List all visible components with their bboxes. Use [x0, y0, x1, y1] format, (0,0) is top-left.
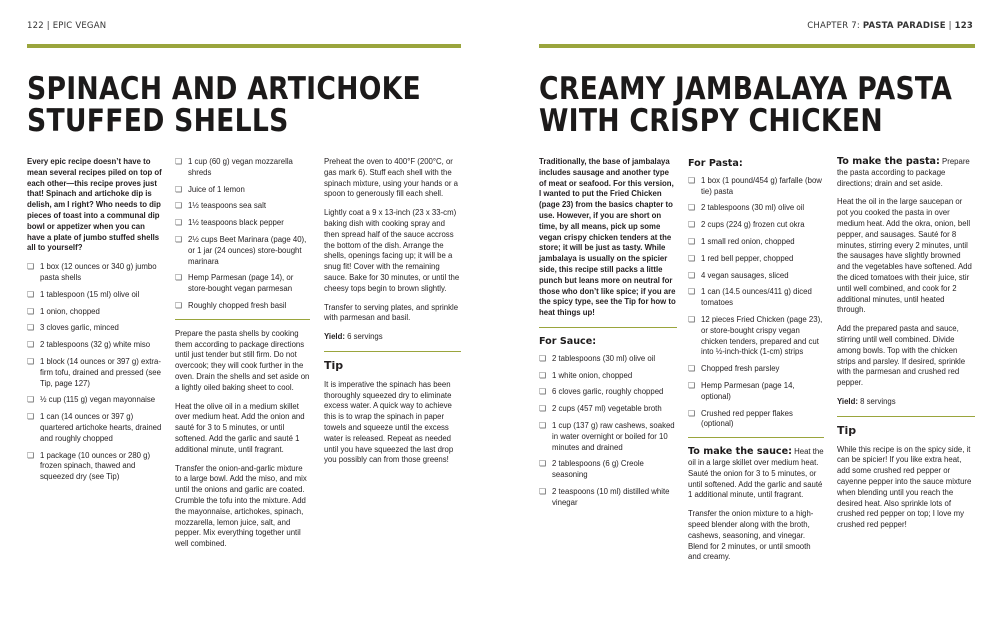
ingredient-item: [688, 409, 824, 431]
yield-label: Yield:: [324, 332, 345, 342]
divider: [688, 437, 824, 438]
checkbox-icon: ❏: [27, 412, 35, 422]
ingredient-item: [175, 157, 310, 179]
left-ingredients-2: [175, 157, 310, 312]
left-column-3: [324, 157, 461, 474]
checkbox-icon: ❏: [539, 370, 547, 380]
step-paragraph: Prepare the pasta shells by cooking them according to package directions until just tender but still firm. Do not overcook; they will cook further in the oven. Drain the shells and set aside on a lightly oiled baking sheet to cool.: [175, 328, 310, 392]
yield-label: Yield:: [837, 396, 858, 406]
ingredient-item: [175, 218, 310, 229]
title-line: WITH CRISPY CHICKEN: [539, 103, 883, 139]
chapter-label: CHAPTER 7:: [807, 21, 860, 31]
ingredient-text: 1 cup (60 g) vegan mozzarella shreds: [188, 157, 293, 177]
right-column-2: [688, 157, 824, 571]
checkbox-icon: ❏: [175, 201, 183, 211]
ingredient-text: 1½ teaspoons black pepper: [188, 218, 284, 228]
ingredient-text: 6 cloves garlic, roughly chopped: [552, 387, 664, 397]
step-paragraph: Lightly coat a 9 x 13-inch (23 x 33-cm) baking dish with cooking spray and then spread half of the sauce accross the bottom of the dish. Arrange the shells, openings facing up; it will be a snug fit! Cover with the remaining sauce. Bake for 30 minutes, or until the cheesy tops begin to brown slightly.: [324, 208, 460, 293]
checkbox-icon: ❏: [688, 270, 696, 280]
left-column-1: [27, 157, 164, 489]
ingredient-text: 2 tablespoons (30 ml) olive oil: [701, 203, 805, 213]
checkbox-icon: ❏: [688, 253, 696, 263]
ingredient-text: 4 vegan sausages, sliced: [701, 270, 789, 280]
ingredient-item: [27, 395, 164, 406]
ingredient-text: Crushed red pepper flakes (optional): [701, 408, 793, 429]
pasta-step-1: [837, 157, 975, 189]
left-header-rule: [27, 44, 461, 48]
title-line: STUFFED SHELLS: [27, 103, 289, 139]
ingredient-item: [27, 412, 164, 444]
pasta-step-3: Add the prepared pasta and sauce, stirring until well combined. Divide among bowls. Top with the chicken strips and parsley. If desired, sprinkle with the parmesan and crushed red pepper.: [837, 324, 966, 388]
checkbox-icon: ❏: [688, 380, 696, 390]
pasta-heading: For Pasta:: [688, 158, 743, 169]
step-paragraph: Heat the olive oil in a medium skillet over medium heat. Add the onion and sauté for 3 to 5 minutes, or until softened. Add the garlic and sauté 1 additional minute, until fragrant.: [175, 401, 305, 454]
checkbox-icon: ❏: [175, 157, 183, 166]
ingredient-item: [175, 273, 310, 295]
ingredient-item: [27, 451, 164, 483]
ingredient-text: 2 tablespoons (32 g) white miso: [40, 340, 151, 350]
left-tip-text: It is imperative the spinach has been thoroughly squeezed dry to eliminate excess water. A quick way to achieve this is to wrap the spinach in paper towels and squeeze until the excess water is released. Repeat as needed until you have squeezed the last drop you possibly can from those greens!: [324, 379, 454, 465]
checkbox-icon: ❏: [539, 387, 547, 397]
ingredient-text: 1½ teaspoons sea salt: [188, 201, 267, 211]
pasta-ingredients: [688, 176, 824, 430]
ingredient-item: [539, 371, 677, 382]
checkbox-icon: ❏: [27, 395, 35, 405]
left-page-header: 122 | EPIC VEGAN: [27, 21, 107, 31]
ingredient-text: 1 small red onion, chopped: [701, 236, 795, 246]
ingredient-item: [175, 301, 310, 312]
ingredient-item: [539, 487, 677, 509]
book-title: EPIC VEGAN: [52, 21, 107, 31]
checkbox-icon: ❏: [688, 364, 696, 374]
ingredient-item: [539, 354, 677, 365]
ingredient-text: 2 cups (224 g) frozen cut okra: [701, 220, 805, 230]
ingredient-text: Hemp Parmesan (page 14), or store-bought vegan parmesan: [188, 273, 294, 294]
ingredient-text: 2½ cups Beet Marinara (page 40), or 1 jar (24 ounces) store-bought marinara: [188, 234, 307, 266]
checkbox-icon: ❏: [688, 220, 696, 230]
step-paragraph: Preheat the oven to 400°F (200°C, or gas mark 6). Stuff each shell with the spinach mixture, using your hands or a spoon to generously fill each shell.: [324, 157, 458, 199]
checkbox-icon: ❏: [175, 184, 183, 194]
ingredient-text: Juice of 1 lemon: [188, 184, 245, 194]
yield-value: 6 servings: [347, 332, 383, 342]
ingredient-text: 1 tablespoon (15 ml) olive oil: [40, 289, 140, 299]
ingredient-text: 1 box (1 pound/454 g) farfalle (bow tie) pasta: [701, 175, 822, 196]
ingredient-item: [27, 323, 164, 334]
checkbox-icon: ❏: [688, 203, 696, 213]
checkbox-icon: ❏: [27, 340, 35, 350]
ingredient-item: [539, 459, 677, 481]
ingredient-item: [175, 201, 310, 212]
left-tip-heading: Tip: [324, 358, 344, 372]
right-column-1: [539, 157, 677, 515]
checkbox-icon: ❏: [688, 314, 696, 324]
ingredient-item: [27, 290, 164, 301]
ingredient-text: 1 box (12 ounces or 340 g) jumbo pasta shells: [40, 262, 157, 282]
ingredient-item: [688, 364, 824, 375]
ingredient-item: [27, 357, 164, 389]
divider: [324, 351, 461, 352]
checkbox-icon: ❏: [539, 459, 547, 469]
checkbox-icon: ❏: [688, 408, 696, 418]
right-header-rule: [539, 44, 975, 48]
ingredient-item: [688, 381, 824, 403]
divider: [539, 327, 677, 328]
ingredient-text: 2 tablespoons (6 g) Creole seasoning: [552, 459, 644, 480]
step-paragraph: Transfer the onion-and-garlic mixture to a large bowl. Add the miso, and mix until the onions and garlic are coated. Crumble the tofu into the mixture. Add the mayonnaise, artichokes, spinach, mozzarella, lemon juice, salt, and pepper. Mix everything together until well combined.: [175, 463, 307, 549]
checkbox-icon: ❏: [175, 218, 183, 228]
ingredient-item: [688, 254, 824, 265]
left-intro: Every epic recipe doesn’t have to mean several recipes piled on top of each other—this recipe proves just that! Spinach and artichoke dip is delish, am I right? Who needs to dip pieces of toast into a communal dip bowl or appetizer when you can have a plate of jumbo stuffed shells all to yourself?: [27, 157, 162, 253]
checkbox-icon: ❏: [27, 323, 35, 333]
sauce-ingredients: [539, 354, 677, 509]
divider: [837, 416, 975, 417]
step-text: Prepare the pasta according to package directions; drain and set aside.: [837, 157, 970, 188]
ingredient-text: 12 pieces Fried Chicken (page 23), or store-bought crispy vegan chicken tenders, prepared and cut into ½-inch-thick (1-cm) strips: [701, 314, 823, 357]
sauce-step-2: Transfer the onion mixture to a high-speed blender along with the broth, cashews, seasoning, and vinegar. Blend for 2 minutes, or until smooth and creamy.: [688, 509, 814, 562]
checkbox-icon: ❏: [539, 420, 547, 430]
checkbox-icon: ❏: [27, 262, 35, 272]
ingredient-text: 1 red bell pepper, chopped: [701, 253, 794, 263]
checkbox-icon: ❏: [27, 306, 35, 316]
right-tip-heading: Tip: [837, 423, 857, 437]
ingredient-text: 1 onion, chopped: [40, 306, 100, 316]
chapter-name: PASTA PARADISE: [862, 21, 946, 31]
sauce-step-heading: To make the sauce:: [688, 446, 792, 458]
right-page-header: CHAPTER 7: PASTA PARADISE | 123: [807, 21, 973, 31]
ingredient-text: 1 can (14 ounces or 397 g) quartered artichoke hearts, drained and roughly chopped: [40, 412, 162, 443]
ingredient-item: [688, 271, 824, 282]
right-recipe-title: [539, 73, 952, 137]
left-column-2: [175, 157, 310, 558]
divider: [175, 319, 310, 320]
ingredient-text: 1 cup (137 g) raw cashews, soaked in water overnight or boiled for 10 minutes and drained: [552, 420, 675, 452]
checkbox-icon: ❏: [539, 353, 547, 363]
ingredient-text: 2 tablespoons (30 ml) olive oil: [552, 353, 656, 363]
left-ingredients-1: [27, 262, 164, 483]
ingredient-item: [539, 387, 677, 398]
left-page-number: 122: [27, 21, 44, 31]
right-column-3: [837, 157, 975, 539]
ingredient-item: [688, 237, 824, 248]
ingredient-item: [27, 340, 164, 351]
ingredient-item: [688, 203, 824, 214]
left-recipe-title: [27, 73, 421, 137]
checkbox-icon: ❏: [27, 450, 35, 460]
sauce-step-1: [688, 447, 824, 501]
left-yield: [324, 332, 461, 343]
ingredient-item: [539, 421, 677, 453]
sauce-heading: For Sauce:: [539, 335, 597, 347]
checkbox-icon: ❏: [539, 404, 547, 414]
right-yield: [837, 397, 975, 408]
ingredient-item: [175, 185, 310, 196]
step-text: Heat the oil in a large skillet over medium heat. Sauté the onion for 3 to 5 minutes, or until softened. Add the garlic and sauté 1 additional minute, until fragrant.: [688, 447, 824, 500]
checkbox-icon: ❏: [688, 175, 696, 185]
ingredient-text: ½ cup (115 g) vegan mayonnaise: [40, 395, 156, 405]
step-paragraph: Transfer to serving plates, and sprinkle with parmesan and basil.: [324, 302, 459, 323]
ingredient-item: [688, 220, 824, 231]
ingredient-item: [688, 287, 824, 309]
checkbox-icon: ❏: [688, 236, 696, 246]
checkbox-icon: ❏: [175, 234, 183, 244]
ingredient-text: 3 cloves garlic, minced: [40, 323, 119, 333]
checkbox-icon: ❏: [539, 486, 547, 496]
ingredient-text: 1 block (14 ounces or 397 g) extra-firm tofu, drained and pressed (see Tip, page 127): [40, 356, 161, 388]
ingredient-item: [27, 307, 164, 318]
ingredient-text: 1 package (10 ounces or 280 g) frozen spinach, thawed and squeezed dry (see Tip): [40, 450, 151, 482]
ingredient-text: 1 white onion, chopped: [552, 370, 633, 380]
ingredient-text: Hemp Parmesan (page 14, optional): [701, 380, 795, 401]
ingredient-text: Chopped fresh parsley: [701, 364, 780, 374]
yield-value: 8 servings: [860, 396, 896, 406]
right-intro: Traditionally, the base of jambalaya includes sausage and another type of meat or seafood. For this version, I wanted to put the Fried Chicken (page 23) from the basics chapter to use. However, if you are short on time, by all means, pick up some vegan crispy chicken tenders at the store; it will be just as tasty. While jambalaya is usually on the spicier side, this recipe still packs a little punch but leans more on neutral for those who don’t like spice; if you are the spicy type, see the Tip for how to heat things up!: [539, 157, 676, 318]
ingredient-text: 2 teaspoons (10 ml) distilled white vinegar: [552, 486, 670, 507]
checkbox-icon: ❏: [175, 273, 183, 283]
ingredient-item: [539, 404, 677, 415]
title-line: CREAMY JAMBALAYA PASTA: [539, 71, 953, 107]
ingredient-text: Roughly chopped fresh basil: [188, 300, 287, 310]
ingredient-item: [688, 315, 824, 358]
title-line: SPINACH AND ARTICHOKE: [27, 71, 422, 107]
checkbox-icon: ❏: [175, 300, 183, 310]
pasta-step-heading: To make the pasta:: [837, 156, 940, 167]
right-page-number: 123: [954, 21, 973, 31]
right-tip-text: While this recipe is on the spicy side, it can be spicier! If you like extra heat, add some crushed red pepper or cayenne pepper into the sauce mixture when blending until you reach the desired heat. Also sprinkle lots of crushed red pepper on top; I love my crushed red pepper!: [837, 444, 972, 530]
checkbox-icon: ❏: [688, 287, 696, 297]
ingredient-text: 2 cups (457 ml) vegetable broth: [552, 404, 662, 414]
checkbox-icon: ❏: [27, 356, 35, 366]
pasta-step-2: Heat the oil in the large saucepan or pot you cooked the pasta in over medium heat. Add the okra, onion, bell pepper, and sausages. Sauté for 8 minutes, stirring every 2 minutes, until the sausages have slightly browned and the vegetables have softened. Add the diced tomatoes with their juice, stir until well combined, and cook for 2 additional minutes, until heated through.: [837, 197, 972, 315]
ingredient-item: [175, 235, 310, 267]
ingredient-item: [27, 262, 164, 284]
checkbox-icon: ❏: [27, 289, 35, 299]
ingredient-item: [688, 176, 824, 198]
ingredient-text: 1 can (14.5 ounces/411 g) diced tomatoes: [701, 287, 812, 308]
